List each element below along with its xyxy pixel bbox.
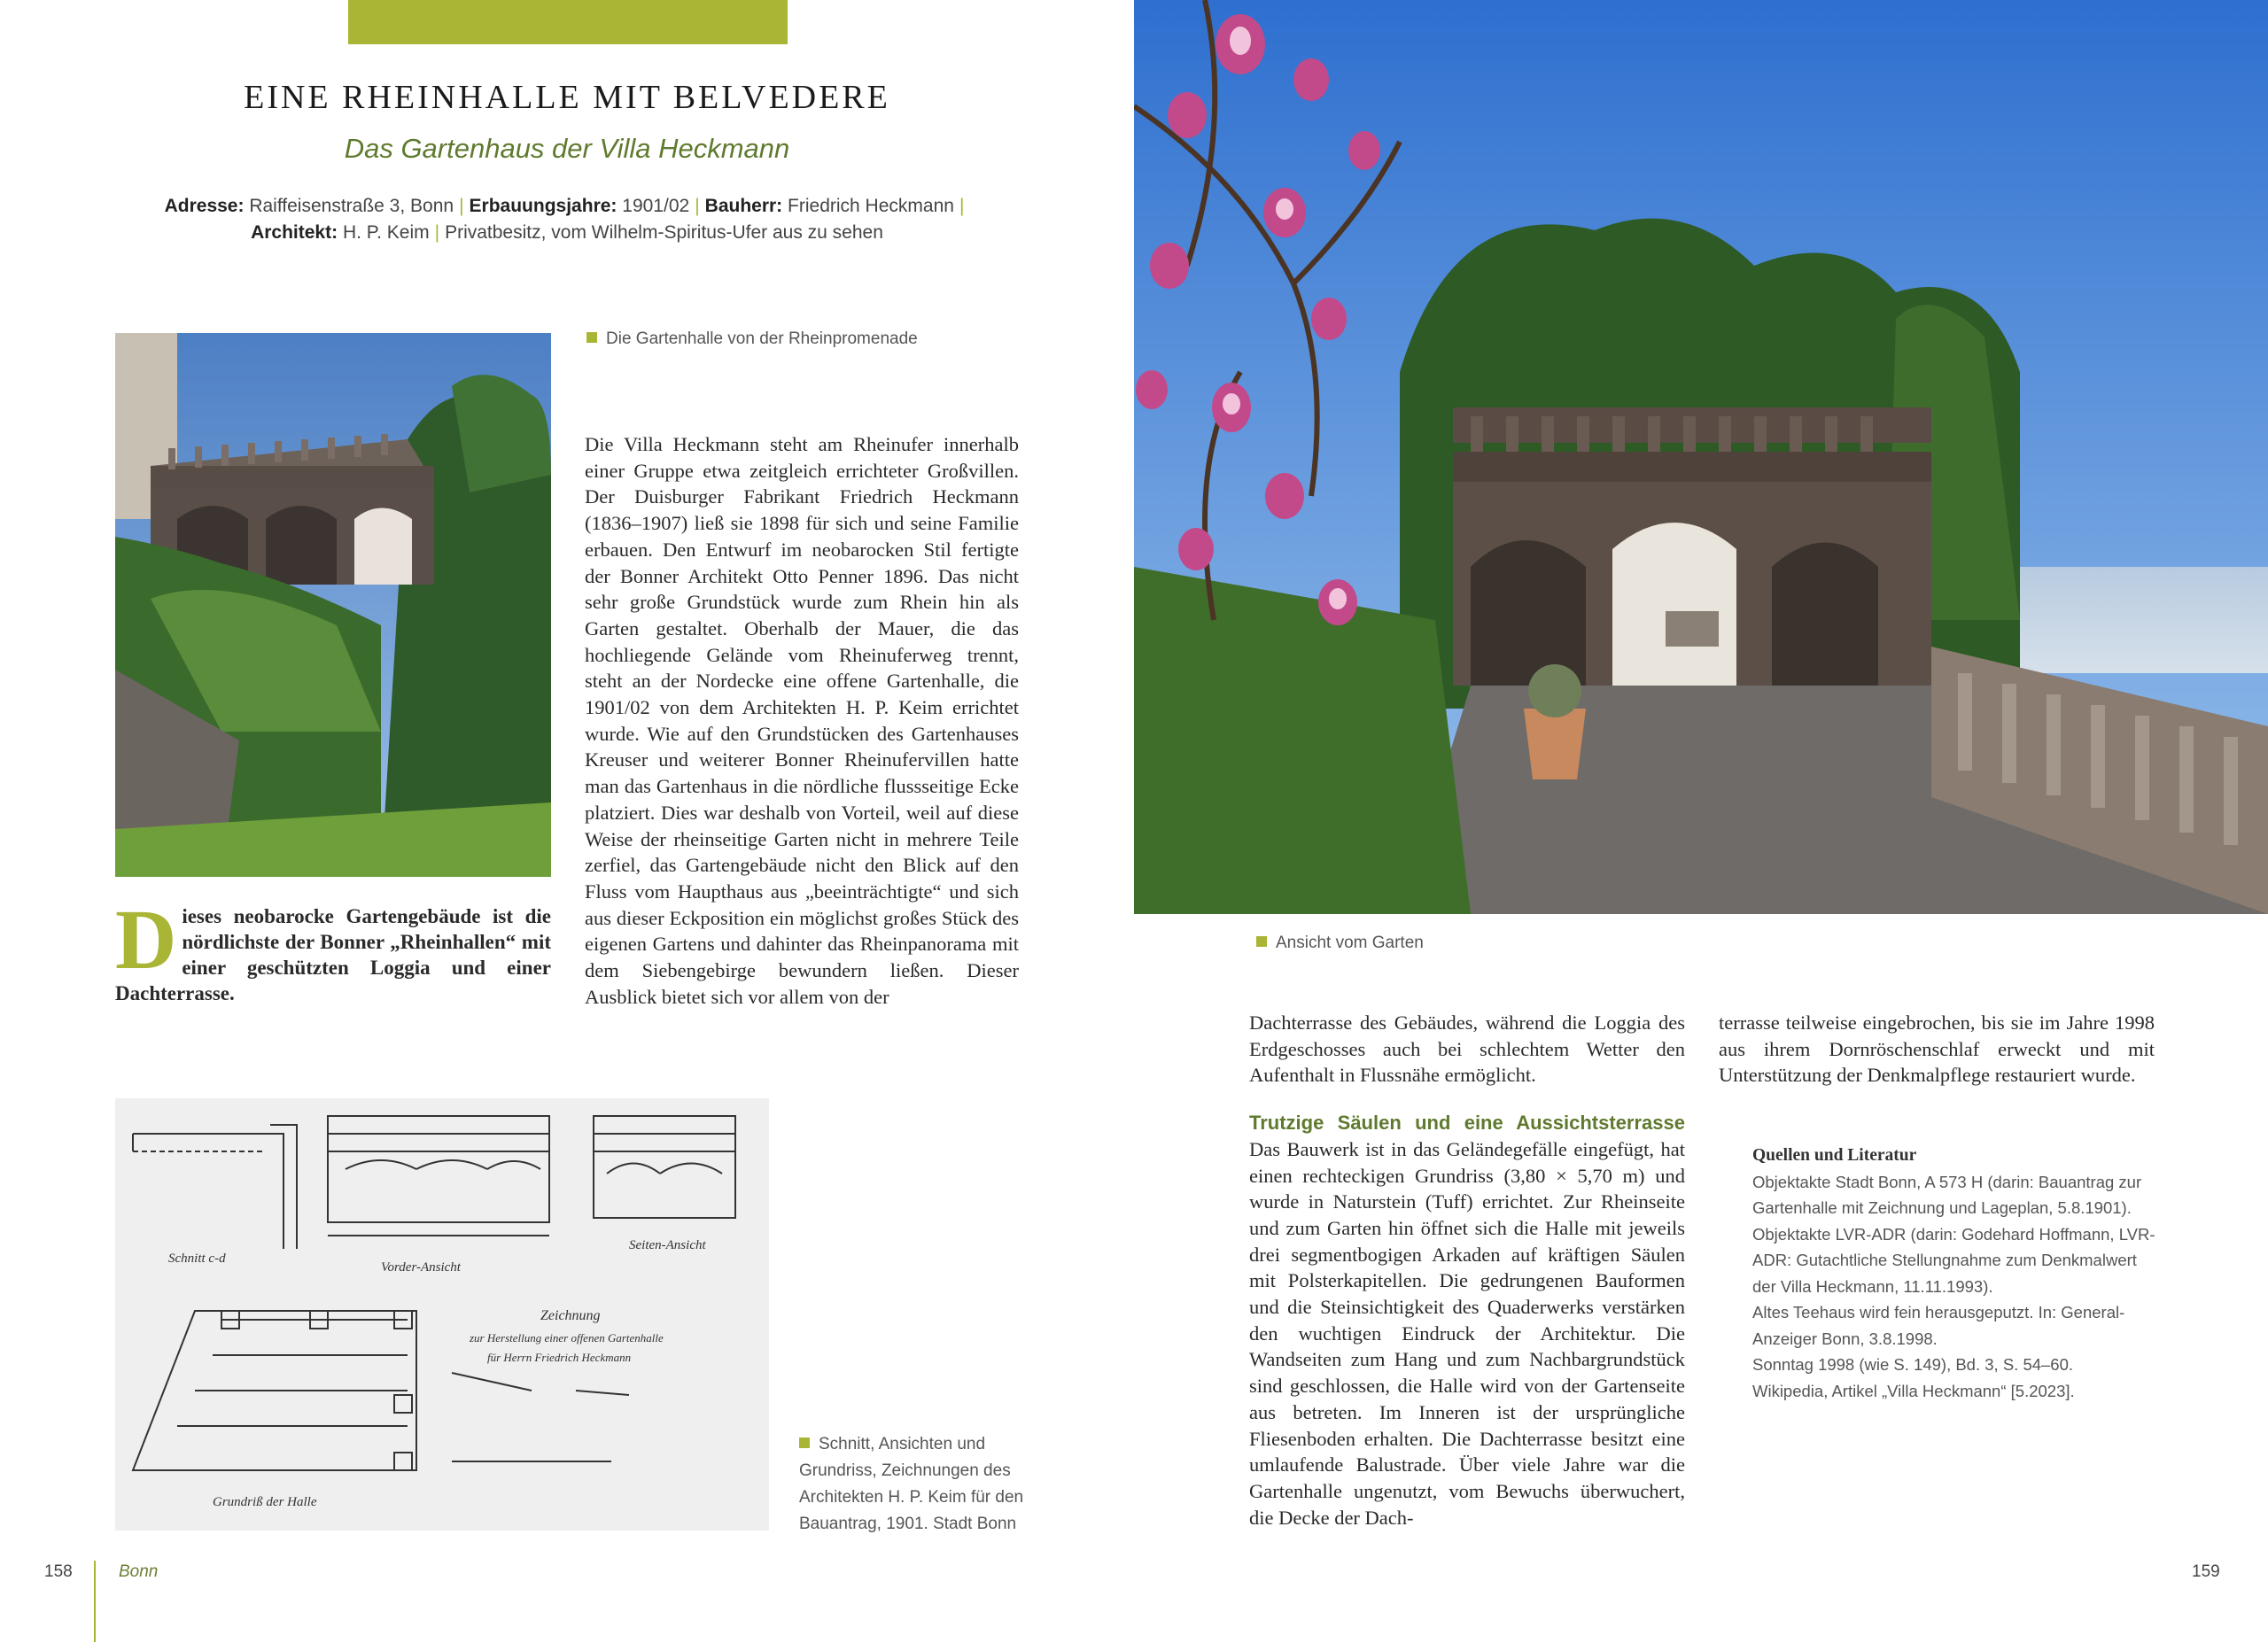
body-column-2-intro: Dachterrasse des Gebäudes, während die Loggia des Erdgeschosses auch bei schlechtem Wetter den Aufenthalt in Flussnähe ermöglicht.	[1249, 1011, 1685, 1087]
label-seiten: Seiten-Ansicht	[629, 1238, 706, 1252]
address-value: Raiffeisenstraße 3, Bonn	[249, 196, 454, 216]
body-column-2	[1249, 1010, 1685, 1531]
running-head: Bonn	[119, 1562, 159, 1581]
lead-text: ieses neobarocke Gartengebäude ist die nördlichste der Bonner „Rheinhallen“ mit einer geschützten Loggia und einer Dachterrasse.	[115, 905, 551, 1004]
source-line: Altes Teehaus wird fein herausgeputzt. In: General-	[1752, 1303, 2125, 1321]
article-title: EINE RHEINHALLE MIT BELVEDERE	[244, 79, 890, 116]
architect-label: Architekt:	[251, 222, 338, 243]
body-column-3: terrasse teilweise eingebrochen, bis sie im Jahre 1998 aus ihrem Dornröschenschlaf erweckt und mit Unterstützung der Denkmalpflege restauriert wurde.	[1719, 1011, 2155, 1087]
section	[1249, 1110, 1685, 1531]
label-zeichnung2: zur Herstellung einer offenen Gartenhalle	[470, 1331, 664, 1345]
photo-rheinpromenade	[115, 333, 551, 877]
article-meta	[115, 193, 1019, 246]
architect-drawing	[115, 1098, 769, 1531]
section-text: Das Bauwerk ist in das Geländegefälle eingefügt, hat einen rechteckigen Grundriss (3,80 × 5,70 m) und wurde in Naturstein (Tuff) errichtet. Zur Rheinseite und zum Garten hin öffnet sich die Halle mit jeweils drei segmentbogigen Arkaden auf kräftigen Säulen mit Polsterkapitellen. Die gedrungenen Bauformen und die Steinsichtigkeit des Quaderwerks verstärken den wuchtigen Eindruck der Architektur. Die Wandseiten zum Hang und zum Nachbargrundstück sind geschlossen, die Halle wird von der Gartenseite aus betreten. Im Inneren ist der ursprüngliche Fliesenboden erhalten. Die Dachterrasse besitzt eine umlaufende Balustrade. Über viele Jahre war die Gartenhalle ungenutzt, vom Bewuchs überwuchert, die Decke der Dach-	[1249, 1137, 1685, 1529]
label-zeichnung3: für Herrn Friedrich Heckmann	[487, 1351, 632, 1364]
caption-photo2: Ansicht vom Garten	[1256, 930, 1424, 957]
label-vorder: Vorder-Ansicht	[381, 1260, 461, 1275]
drop-cap: D	[115, 892, 177, 987]
source-line: Anzeiger Bonn, 3.8.1998.	[1752, 1329, 1938, 1348]
address-label: Adresse:	[164, 196, 245, 216]
source-line: Sonntag 1998 (wie S. 149), Bd. 3, S. 54–60.	[1752, 1355, 2074, 1374]
photo-rheinpromenade-graphic	[115, 333, 551, 877]
builder-label: Bauherr:	[704, 196, 783, 216]
photo-garden-view	[1134, 0, 2268, 914]
source-line: Gartenhalle mit Zeichnung und Lageplan, 5.8.1901).	[1752, 1198, 2132, 1217]
sources-title: Quellen und Literatur	[1752, 1146, 1917, 1165]
label-schnitt: Schnitt c-d	[168, 1252, 226, 1266]
sources-block	[1752, 1143, 2160, 1404]
accent-bar	[348, 0, 788, 44]
page-number-right: 159	[2192, 1562, 2220, 1581]
body-column-1: Die Villa Heckmann steht am Rheinufer innerhalb einer Gruppe etwa zeitgleich errichteter Großvillen. Der Duisburger Fabrikant Friedrich Heckmann (1836–1907) ließ sie 1898 für sich und seine Familie erbauen. Den Entwurf im neobarocken Stil fertigte der Bonner Architekt Otto Penner 1896. Das nicht sehr große Grundstück wurde zum Rhein hin als Garten gestaltet. Oberhalb der Mauer, die das hochliegende Gelände vom Rheinuferweg trennt, steht an der Nordecke eine offene Gartenhalle, die 1901/02 von dem Architekten H. P. Keim errichtet wurde. Wie auf den Grundstücken des Gartenhauses Kreuser und weiterer Bonner Rheinufervillen hatte man das Gartenhaus in die nördliche flussseitige Ecke platziert. Dies war deshalb von Vorteil, weil auf diese Weise der rheinseitige Garten nicht in mehrere Teile zerfiel, das Gartengebäude nicht den Blick auf den Fluss vom Haupthaus aus „beeinträchtigte“ und sich aus dieser Eckposition ein möglichst großes Stück des eigenen Gartens und dahinter das Rheinpanorama mit dem Siebengebirge bewundern ließen. Dieser Ausblick bietet sich vor allem von der	[585, 433, 1019, 1008]
caption-photo1: Die Gartenhalle von der Rheinpromenade	[586, 326, 918, 353]
article-subtitle: Das Gartenhaus der Villa Heckmann	[344, 133, 790, 164]
caption-bullet	[799, 1438, 810, 1448]
source-line: Wikipedia, Artikel „Villa Heckmann“ [5.2023].	[1752, 1381, 2075, 1400]
architect-value: H. P. Keim	[342, 222, 430, 243]
footer-rule	[94, 1561, 96, 1642]
years-value: 1901/02	[622, 196, 690, 216]
source-line: ADR: Gutachtliche Stellungnahme zum Denkmalwert	[1752, 1251, 2137, 1269]
source-line: Objektakte Stadt Bonn, A 573 H (darin: Bauantrag zur	[1752, 1172, 2142, 1191]
label-zeichnung: Zeichnung	[540, 1308, 601, 1323]
page-number-left: 158	[44, 1562, 73, 1581]
source-line: Objektakte LVR-ADR (darin: Godehard Hoffmann, LVR-	[1752, 1224, 2155, 1244]
source-line: der Villa Heckmann, 11.11.1993).	[1752, 1276, 1993, 1296]
photo-garden-view-graphic	[1134, 0, 2268, 914]
builder-value: Friedrich Heckmann	[788, 196, 954, 216]
section-heading: Trutzige Säulen und eine Aussichtsterrasse	[1249, 1112, 1685, 1135]
caption-bullet	[586, 332, 597, 343]
years-label: Erbauungsjahre:	[469, 196, 617, 216]
label-grundriss: Grundriß der Halle	[213, 1495, 317, 1509]
caption-bullet	[1256, 936, 1267, 947]
access-note: Privatbesitz, vom Wilhelm-Spiritus-Ufer aus zu sehen	[445, 222, 883, 243]
meta-line-1: Adresse: Raiffeisenstraße 3, Bonn | Erbauungsjahre: 1901/02 | Bauherr: Friedrich Heckmann |	[164, 196, 965, 216]
lead-paragraph	[115, 892, 551, 1006]
meta-line-2: Architekt: H. P. Keim | Privatbesitz, vom Wilhelm-Spiritus-Ufer aus zu sehen	[251, 222, 883, 243]
caption-drawing: Schnitt, Ansichten und Grundriss, Zeichnungen des Architekten H. P. Keim für den Bauantrag, 1901. Stadt Bonn	[799, 1435, 1024, 1533]
architect-drawing-graphic	[115, 1098, 769, 1531]
